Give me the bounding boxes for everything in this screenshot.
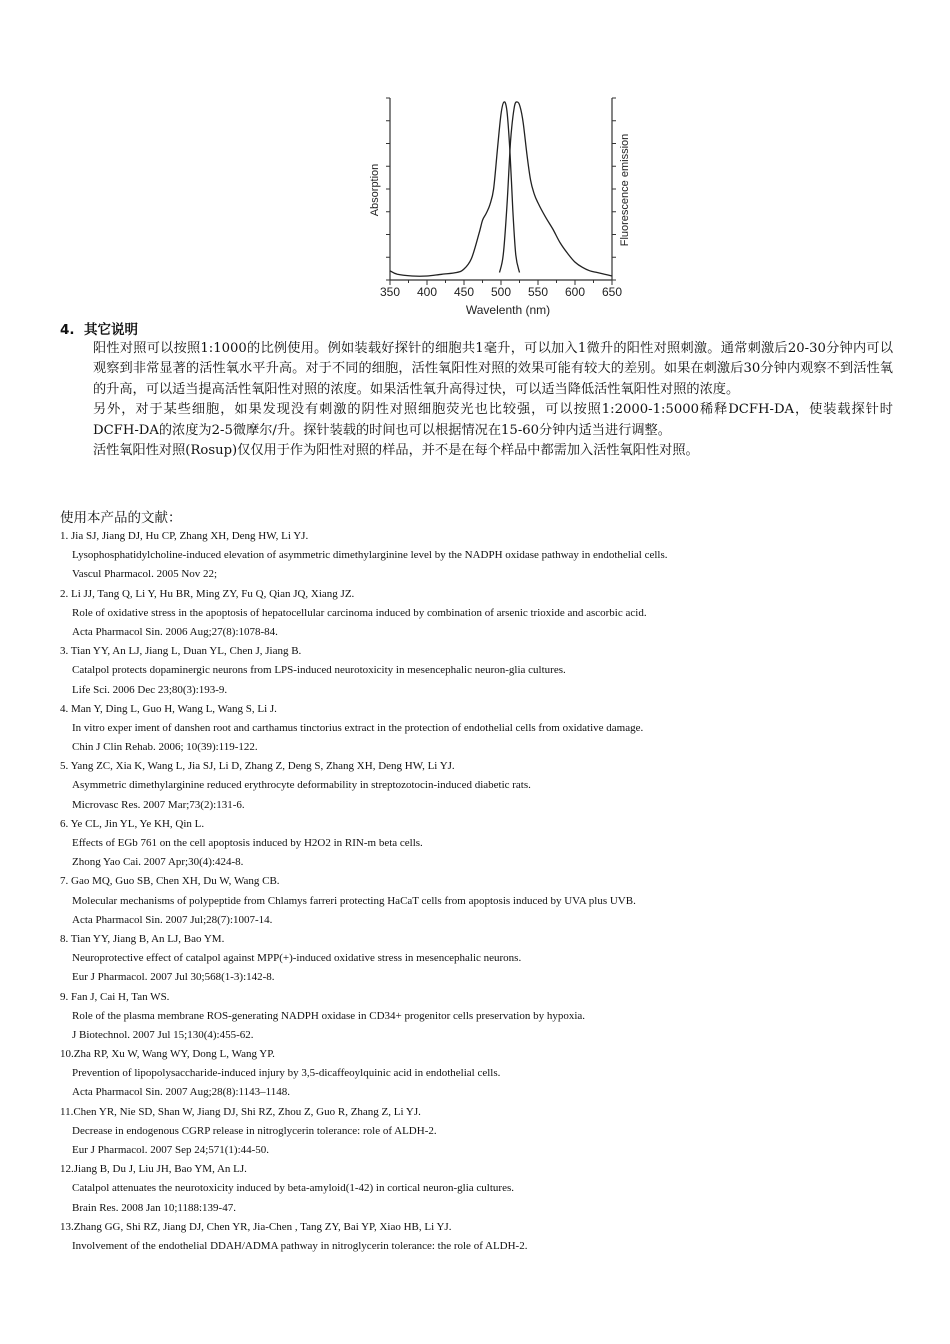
x-axis-label: Wavelenth (nm): [465, 303, 551, 317]
reference-title: Lysophosphatidylcholine-induced elevation of asymmetric dimethylarginine level by the NADPH oxidase pathway in endothelial cells.: [72, 549, 668, 562]
reference-authors: 3. Tian YY, An LJ, Jiang L, Duan YL, Chen J, Jiang B.: [60, 645, 302, 658]
reference-title: Neuroprotective effect of catalpol against MPP(+)-induced oxidative stress in mesencephalic neurons.: [72, 952, 522, 965]
reference-authors: 11.Chen YR, Nie SD, Shan W, Jiang DJ, Shi RZ, Zhou Z, Guo R, Zhang Z, Li YJ.: [60, 1105, 421, 1118]
reference-item: [60, 757, 920, 815]
reference-title: Prevention of lipopolysaccharide-induced injury by 3,5-dicaffeoylquinic acid in endothelial cells.: [72, 1067, 501, 1080]
reference-journal: Eur J Pharmacol. 2007 Sep 24;571(1):44-50.: [72, 1144, 270, 1156]
y-axis-label-absorption: Absorption: [369, 163, 381, 217]
section-heading: [60, 318, 138, 338]
reference-title: Effects of EGb 761 on the cell apoptosis induced by H2O2 in RIN-m beta cells.: [72, 837, 423, 849]
x-tick-label: 650: [601, 285, 623, 299]
reference-item: [60, 1218, 920, 1256]
reference-authors: 12.Jiang B, Du J, Liu JH, Bao YM, An LJ.: [60, 1163, 247, 1176]
reference-journal: J Biotechnol. 2007 Jul 15;130(4):455-62.: [72, 1028, 254, 1041]
reference-item: [60, 527, 920, 585]
x-tick-label: 450: [453, 285, 475, 299]
reference-item: [60, 1160, 920, 1218]
reference-journal: Chin J Clin Rehab. 2006; 10(39):119-122.: [72, 741, 258, 754]
section-number: 4.: [60, 322, 75, 338]
absorption-series-line: [390, 102, 520, 276]
reference-journal: Eur J Pharmacol. 2007 Jul 30;568(1-3):142-8.: [72, 971, 275, 984]
reference-title: In vitro exper iment of danshen root and carthamus tinctorius extract in the protection of endothelial cells from oxidative damage.: [72, 721, 644, 734]
reference-authors: 7. Gao MQ, Guo SB, Chen XH, Du W, Wang CB.: [60, 875, 280, 888]
reference-journal: Acta Pharmacol Sin. 2006 Aug;27(8):1078-84.: [72, 625, 278, 638]
reference-item: [60, 872, 920, 930]
reference-journal: Zhong Yao Cai. 2007 Apr;30(4):424-8.: [72, 856, 244, 869]
y-axis-label-fluorescence: Fluorescence emission: [619, 133, 631, 247]
reference-title: Involvement of the endothelial DDAH/ADMA pathway in nitroglycerin tolerance: the role of ALDH-2.: [72, 1239, 528, 1252]
reference-journal: Life Sci. 2006 Dec 23;80(3):193-9.: [72, 683, 228, 696]
reference-journal: Acta Pharmacol Sin. 2007 Jul;28(7):1007-14.: [72, 913, 273, 926]
reference-item: [60, 700, 920, 758]
emission-series-line: [500, 102, 613, 276]
paragraph-dilution: 另外，对于某些细胞，如果发现没有刺激的阴性对照细胞荧光也比较强，可以按照1:2000-1:5000稀释DCFH-DA，使装载探针时DCFH-DA的浓度为2-5微摩尔/升。探针装载的时间也可以根据情况在15-60分钟内适当进行调整。: [93, 402, 893, 438]
reference-item: [60, 642, 920, 700]
references-list: [60, 527, 920, 1256]
reference-item: [60, 988, 920, 1046]
reference-item: [60, 930, 920, 988]
reference-title: Molecular mechanisms of polypeptide from Chlamys farreri protecting HaCaT cells from apoptosis induced by UVA plus UVB.: [72, 894, 636, 907]
reference-authors: 9. Fan J, Cai H, Tan WS.: [60, 990, 170, 1003]
reference-journal: Microvasc Res. 2007 Mar;73(2):131-6.: [72, 798, 245, 811]
reference-authors: 8. Tian YY, Jiang B, An LJ, Bao YM.: [60, 932, 225, 945]
section-body: [93, 339, 893, 461]
reference-title: Catalpol protects dopaminergic neurons from LPS-induced neurotoxicity in mesencephalic neuron-glia cultures.: [72, 664, 566, 677]
reference-authors: 10.Zha RP, Xu W, Wang WY, Dong L, Wang YP.: [60, 1048, 275, 1061]
reference-journal: Acta Pharmacol Sin. 2007 Aug;28(8):1143–1148.: [72, 1086, 290, 1099]
reference-authors: 6. Ye CL, Jin YL, Ye KH, Qin L.: [60, 817, 205, 830]
plot-area: [380, 98, 622, 299]
paragraph-rosup: 活性氧阳性对照(Rosup)仅仅用于作为阳性对照的样品，并不是在每个样品中都需加入活性氧阳性对照。: [93, 443, 699, 459]
reference-journal: Vascul Pharmacol. 2005 Nov 22;: [72, 568, 218, 581]
x-tick-label: 500: [490, 285, 512, 299]
reference-authors: 2. Li JJ, Tang Q, Li Y, Hu BR, Ming ZY, Fu Q, Qian JQ, Xiang JZ.: [60, 587, 355, 600]
x-tick-label: 400: [416, 285, 438, 299]
x-tick-label: 550: [527, 285, 549, 299]
paragraph-positive-control: 阳性对照可以按照1:1000的比例使用。例如装载好探针的细胞共1毫升，可以加入1微升的阳性对照刺激。通常刺激后20-30分钟内可以观察到非常显著的活性氧水平升高。对于不同的细胞，活性氧阳性对照的效果可能有较大的差别。如果在刺激后30分钟内观察不到活性氧的升高，可以适当提高活性氧阳性对照的浓度。如果活性氧升高得过快，可以适当降低活性氧阳性对照的浓度。: [93, 341, 893, 397]
spectrum-chart: [360, 88, 640, 320]
reference-title: Role of the plasma membrane ROS-generating NADPH oxidase in CD34+ progenitor cells preservation by hypoxia.: [72, 1009, 586, 1022]
reference-title: Role of oxidative stress in the apoptosis of hepatocellular carcinoma induced by combination of arsenic trioxide and ascorbic acid.: [72, 606, 647, 619]
reference-item: [60, 585, 920, 643]
reference-item: [60, 1103, 920, 1161]
x-tick-label: 600: [564, 285, 586, 299]
reference-item: [60, 815, 920, 873]
reference-authors: 13.Zhang GG, Shi RZ, Jiang DJ, Chen YR, Jia-Chen , Tang ZY, Bai YP, Xiao HB, Li YJ.: [60, 1220, 452, 1233]
reference-journal: Brain Res. 2008 Jan 10;1188:139-47.: [72, 1201, 236, 1214]
section-title: 其它说明: [84, 322, 138, 338]
reference-authors: 1. Jia SJ, Jiang DJ, Hu CP, Zhang XH, Deng HW, Li YJ.: [60, 530, 309, 542]
x-tick-label: 350: [379, 285, 401, 299]
reference-title: Decrease in endogenous CGRP release in nitroglycerin tolerance: role of ALDH-2.: [72, 1124, 437, 1137]
reference-item: [60, 1045, 920, 1103]
reference-authors: 5. Yang ZC, Xia K, Wang L, Jia SJ, Li D, Zhang Z, Deng S, Zhang XH, Deng HW, Li YJ.: [60, 760, 455, 773]
references-title: 使用本产品的文献：: [60, 510, 182, 526]
reference-title: Catalpol attenuates the neurotoxicity induced by beta-amyloid(1-42) in cortical neuron-glia cultures.: [72, 1182, 514, 1195]
reference-authors: 4. Man Y, Ding L, Guo H, Wang L, Wang S, Li J.: [60, 702, 277, 715]
reference-title: Asymmetric dimethylarginine reduced erythrocyte deformability in streptozotocin-induced diabetic rats.: [72, 779, 531, 792]
